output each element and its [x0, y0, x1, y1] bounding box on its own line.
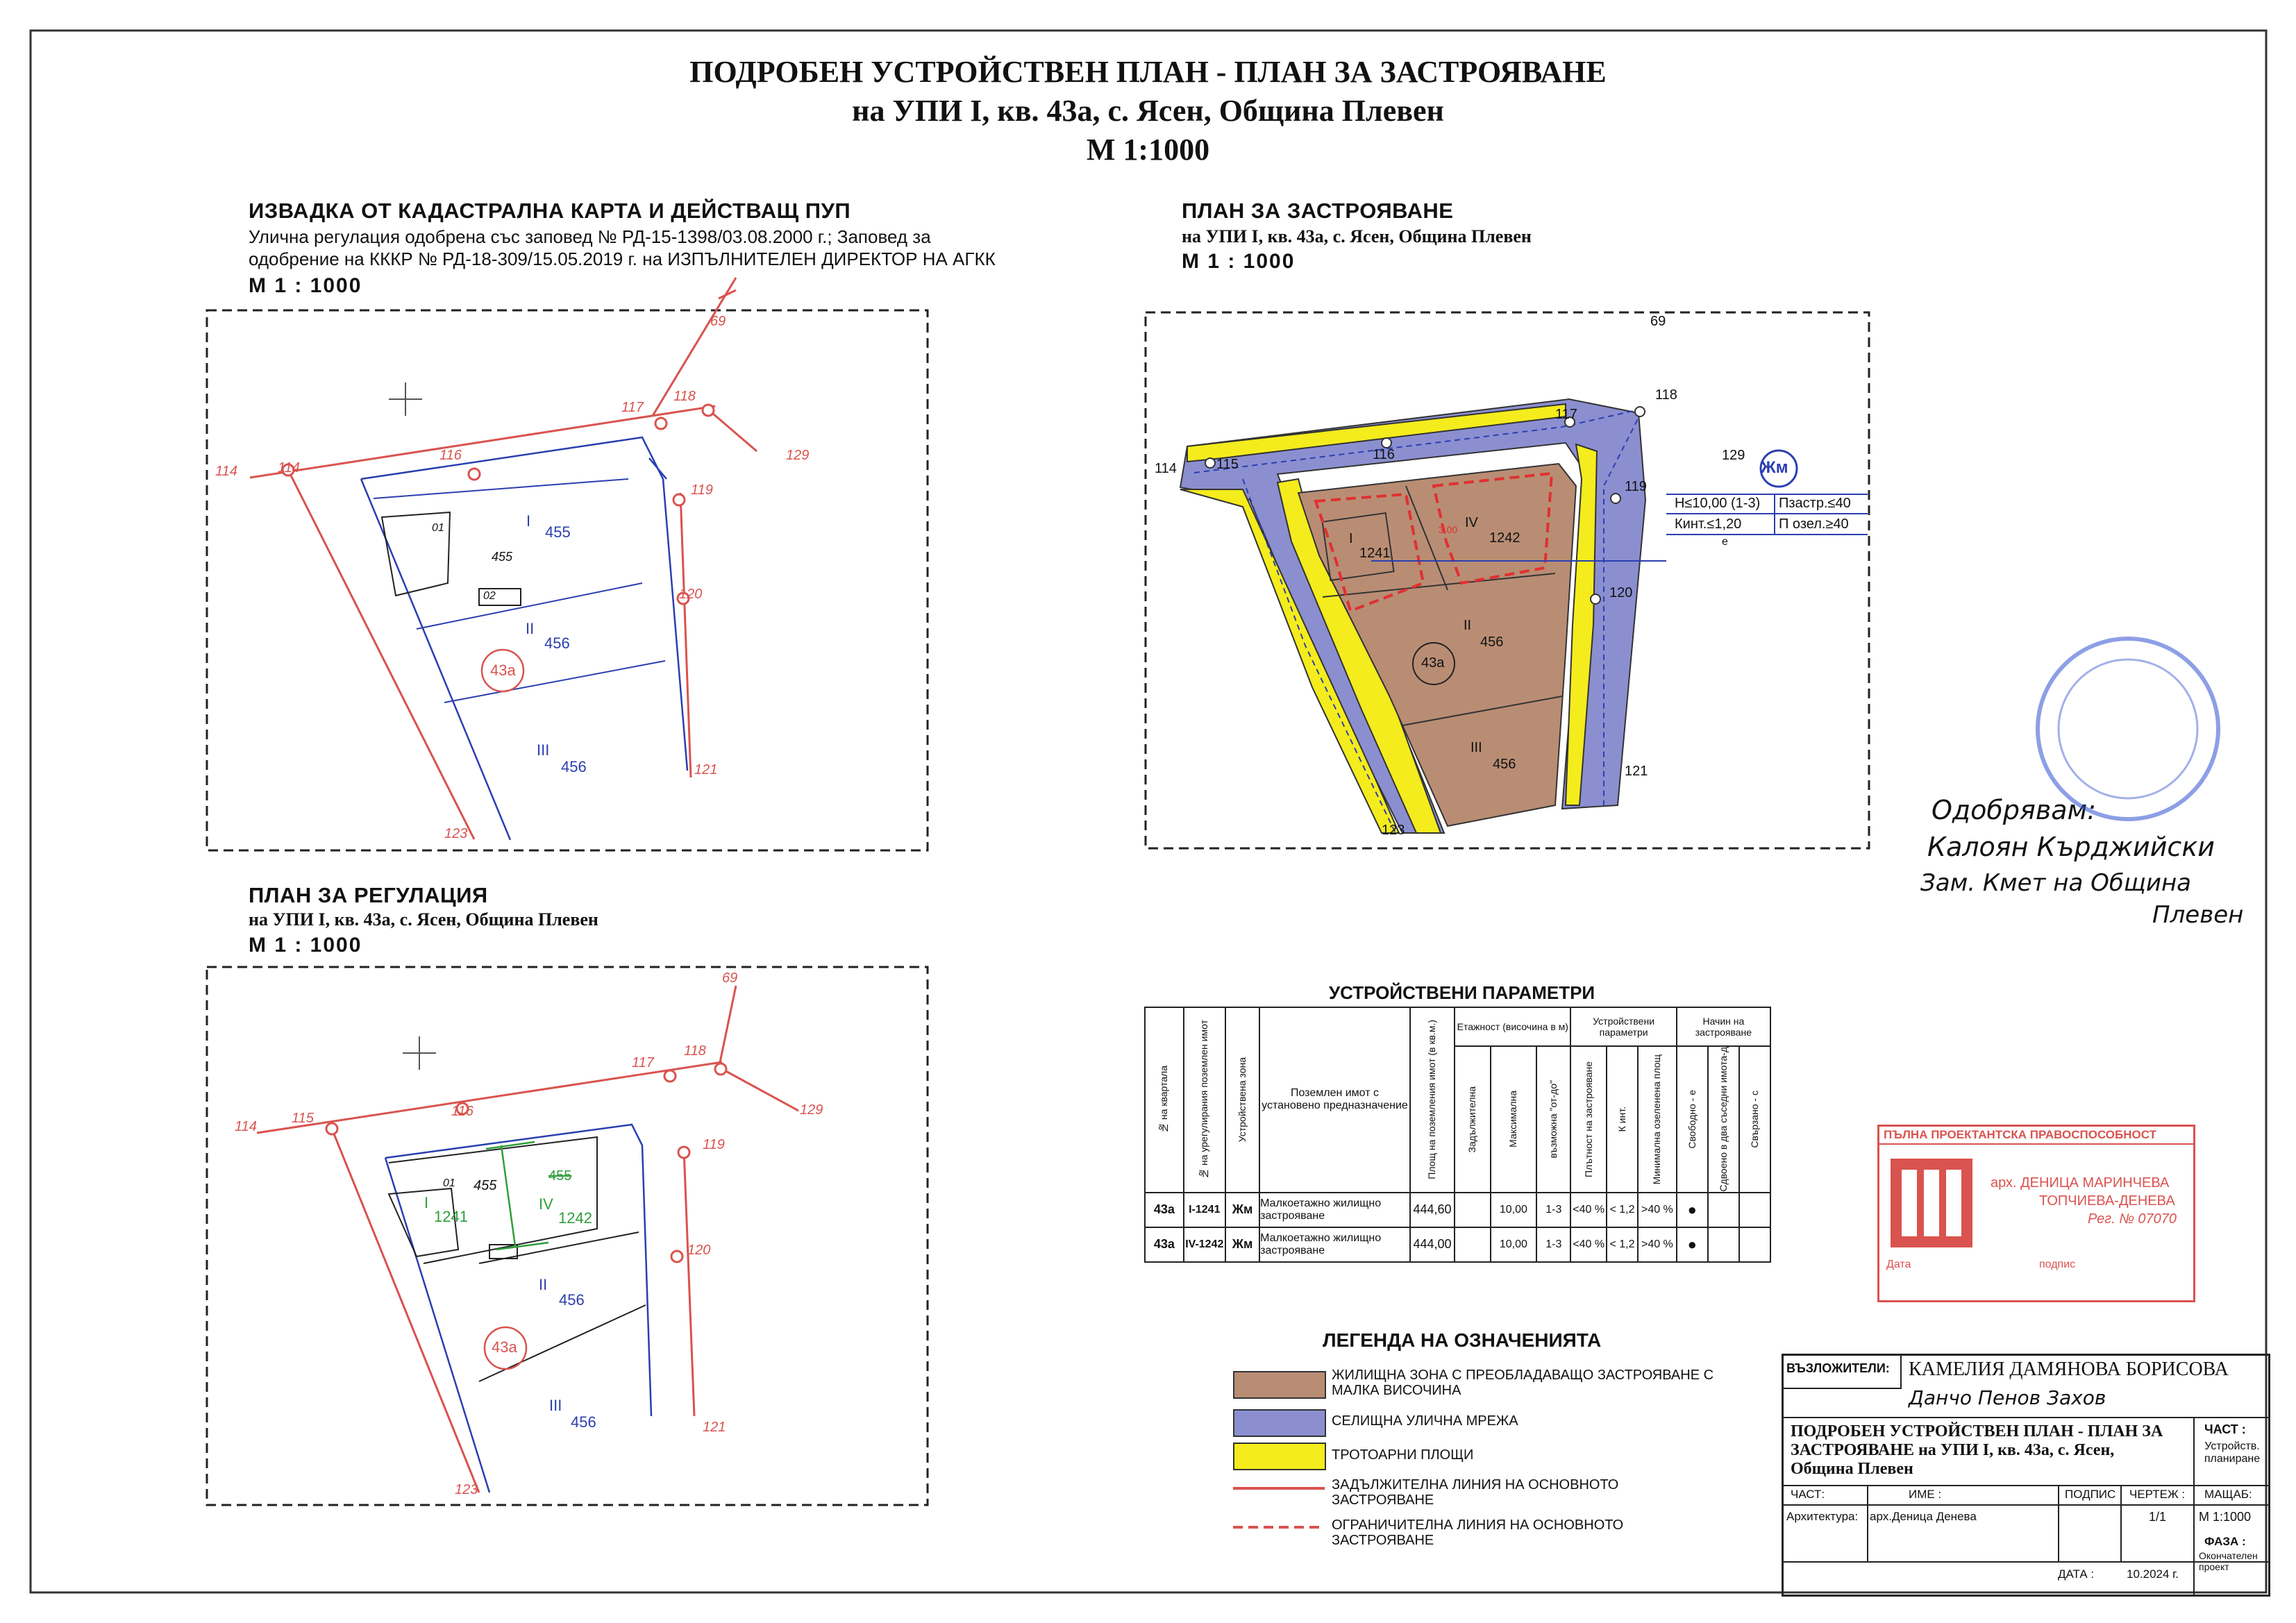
table-row: 43а IV-1242 Жм Малкоетажно жилищно застрояване 444,00 10,00 1-3 <40 % < 1,2 >40 % ● — [1145, 1227, 1770, 1262]
legend-text-sidewalk: ТРОТОАРНИ ПЛОЩИ — [1332, 1447, 1474, 1463]
reg-plot-lines — [389, 1137, 646, 1381]
tb-part-value: Устройств. планиране — [2204, 1440, 2261, 1465]
tb-row-name: арх.Деница Денева — [1870, 1510, 1977, 1523]
tb-date-value: 10.2024 г. — [2127, 1567, 2179, 1581]
stamp-name2: ТОПЧИЕВА-ДЕНЕВА — [2039, 1193, 2175, 1209]
r-plot-II: II — [539, 1276, 548, 1293]
b-block: 43а — [1421, 655, 1445, 671]
regulation-sub: на УПИ I, кв. 43а, с. Ясен, Община Плевен — [249, 909, 598, 930]
b-plot-IV: IV — [1465, 515, 1478, 530]
pt-116: 116 — [439, 448, 462, 463]
r-plot-III: III — [549, 1397, 562, 1414]
b-plot-I: I — [1349, 531, 1353, 546]
stamp-logo — [1888, 1156, 1978, 1253]
th-floors: Етажност (височина в м) — [1455, 1007, 1570, 1046]
th-possible: възможна "от-до" — [1548, 1080, 1559, 1159]
legend-text-limiting: ОГРАНИЧИТЕЛНА ЛИНИЯ НА ОСНОВНОТО ЗАСТРОЯВАНЕ — [1332, 1517, 1624, 1548]
main-title-line2: на УПИ I, кв. 43а, с. Ясен, Община Плевен — [852, 94, 1444, 128]
tb-row-scale: М 1:1000 — [2199, 1510, 2252, 1524]
r-pt-118: 118 — [684, 1043, 706, 1059]
th-max: Максимална — [1507, 1091, 1519, 1148]
plot-456b-label: 456 — [561, 758, 587, 775]
params-heading: УСТРОЙСТВЕНИ ПАРАМЕТРИ — [1329, 982, 1595, 1003]
plot-II-label: II — [526, 620, 535, 637]
approval-line2: Калоян Кърджийски — [1927, 832, 2215, 862]
plot-455-label: 455 — [545, 523, 571, 541]
legend-line-samples — [1233, 1479, 1330, 1541]
plot-456-label: 456 — [544, 634, 570, 652]
th-kint: К инт. — [1616, 1107, 1627, 1132]
cadastre-heading: ИЗВАДКА ОТ КАДАСТРАЛНА КАРТА И ДЕЙСТВАЩ ПУП — [249, 199, 851, 223]
b-pt-123: 123 — [1382, 823, 1405, 838]
tb-phase-value: Окончателен проект — [2199, 1550, 2258, 1572]
b-plot-III: III — [1470, 740, 1482, 755]
cadastre-sub2: одобрение на КККР № РД-18-309/15.05.2019 г. на ИЗПЪЛНИТЕЛЕН ДИРЕКТОР НА АГКК — [249, 249, 996, 269]
th-area: Площ на поземления имот (в кв.м.) — [1426, 1020, 1438, 1180]
p-ozel: П озел.≥40 — [1779, 516, 1849, 532]
pt-120: 120 — [679, 587, 703, 602]
pt-121: 121 — [694, 762, 718, 777]
r-bldg-01: 01 — [443, 1177, 455, 1189]
th-purpose: Поземлен имот с установено предназначение — [1259, 1007, 1410, 1193]
bldg-02-label: 02 — [483, 590, 496, 602]
b-456: 456 — [1480, 634, 1504, 650]
approval-line1: Одобрявам: — [1932, 795, 2096, 825]
table-row: 43а I-1241 Жм Малкоетажно жилищно застрояване 444,60 10,00 1-3 <40 % < 1,2 >40 % ● — [1145, 1193, 1770, 1227]
th-free: Свободно - е — [1686, 1090, 1698, 1149]
r-pt-114: 114 — [235, 1119, 257, 1134]
designer-stamp — [1877, 1125, 2195, 1302]
tb-part-label: ЧАСТ : — [2204, 1422, 2246, 1436]
legend-swatch-zone — [1233, 1371, 1326, 1399]
dim-30: 3,00 — [1439, 524, 1458, 535]
r-456: 456 — [559, 1291, 585, 1309]
b-1241: 1241 — [1359, 546, 1391, 561]
plot-III-label: III — [537, 741, 550, 759]
title-block — [1782, 1354, 2270, 1597]
e-mark: е — [1722, 536, 1728, 548]
th-density: Плътност на застрояване — [1582, 1061, 1594, 1177]
cross-marker-c — [403, 1036, 436, 1070]
pt-119: 119 — [691, 482, 713, 498]
r-plot-IV: IV — [539, 1195, 553, 1213]
reg-street-lines — [385, 1125, 651, 1492]
r-block: 43а — [492, 1338, 517, 1356]
zone-marker-label: Жм — [1761, 458, 1788, 477]
tb-project: ПОДРОБЕН УСТРОЙСТВЕН ПЛАН - ПЛАН ЗА ЗАСТРОЯВАНЕ на УПИ I, кв. 43а, с. Ясен, Община Плевен — [1791, 1422, 2163, 1478]
regulation-map-frame — [207, 967, 928, 1505]
h-limit: H≤10,00 (1-3) — [1675, 496, 1761, 511]
tb-date-label: ДАТА : — [2058, 1567, 2095, 1581]
reg-red-lines — [257, 986, 798, 1492]
regulation-scale: М 1 : 1000 — [249, 934, 362, 957]
th-mandatory: Задължителна — [1466, 1086, 1478, 1153]
legend-swatch-street — [1233, 1409, 1326, 1437]
tb-col-draw: ЧЕРТЕЖ : — [2129, 1488, 2186, 1501]
b-pt-118: 118 — [1655, 387, 1677, 403]
r-1242: 1242 — [558, 1209, 592, 1227]
b-pt-120: 120 — [1609, 585, 1633, 600]
tb-col-name: ИМЕ : — [1909, 1488, 1942, 1501]
r-pt-119: 119 — [703, 1137, 725, 1152]
block-label: 43а — [490, 662, 516, 679]
cad-455-label: 455 — [492, 550, 513, 564]
pt-123: 123 — [444, 826, 468, 841]
pt-118: 118 — [673, 389, 696, 404]
pt-129: 129 — [786, 448, 810, 463]
legend-text-mandatory: ЗАДЪЛЖИТЕЛНА ЛИНИЯ НА ОСНОВНОТО ЗАСТРОЯВАНЕ — [1332, 1477, 1619, 1508]
r-456b: 456 — [571, 1413, 596, 1431]
stamp-name1: арх. ДЕНИЦА МАРИНЧЕВА — [1991, 1175, 2170, 1191]
cadastre-scale: М 1 : 1000 — [249, 274, 362, 297]
th-paired: Сдвоено в два съседни имота-д — [1717, 1047, 1729, 1192]
main-title-line1: ПОДРОБЕН УСТРОЙСТВЕН ПЛАН - ПЛАН ЗА ЗАСТРОЯВАНЕ — [689, 55, 1607, 89]
th-linked: Свързано - с — [1748, 1091, 1760, 1148]
r-455: 455 — [474, 1178, 497, 1193]
p-zastr: Пзастр.≤40 — [1779, 496, 1851, 511]
th-green: Минимална озеленена площ — [1651, 1054, 1663, 1184]
building-heading: ПЛАН ЗА ЗАСТРОЯВАНЕ — [1182, 199, 1454, 223]
th-method: Начин на застрояване — [1677, 1007, 1770, 1046]
tb-row-part: Архитектура: — [1786, 1510, 1859, 1523]
legend-swatch-sidewalk — [1233, 1443, 1326, 1470]
th-kvartal: № на квартала — [1158, 1066, 1170, 1134]
b-pt-117: 117 — [1555, 407, 1577, 422]
stamp-reg: Рег. № 07070 — [2088, 1211, 2177, 1227]
r-pt-116: 116 — [451, 1104, 474, 1119]
main-title-scale: М 1:1000 — [1086, 133, 1210, 167]
pt-117: 117 — [621, 400, 644, 415]
r-pt-120: 120 — [687, 1243, 711, 1258]
approval-line4: Плевен — [2152, 901, 2244, 929]
tb-client-label: ВЪЗЛОЖИТЕЛИ: — [1784, 1356, 1902, 1389]
b-pt-115: 115 — [1216, 457, 1239, 472]
building-scale: М 1 : 1000 — [1182, 250, 1296, 273]
cadastre-sub1: Улична регулация одобрена със заповед № РД-15-1398/03.08.2000 г.; Заповед за — [249, 226, 931, 247]
legend-text-street: СЕЛИЩНА УЛИЧНА МРЕЖА — [1332, 1413, 1518, 1429]
b-pt-69: 69 — [1650, 314, 1666, 329]
b-pt-119: 119 — [1625, 479, 1647, 494]
r-pt-69: 69 — [722, 970, 738, 986]
r-pt-129: 129 — [800, 1102, 823, 1118]
r-1241: 1241 — [434, 1208, 468, 1225]
tb-client1: КАМЕЛИЯ ДАМЯНОВА БОРИСОВА — [1909, 1359, 2229, 1380]
r-pt-123: 123 — [455, 1482, 478, 1497]
params-table — [1144, 1007, 1771, 1263]
b-456b: 456 — [1493, 757, 1516, 772]
tb-client2: Данчо Пенов Захов — [1909, 1386, 2106, 1409]
b-pt-121: 121 — [1625, 764, 1648, 779]
stamp-header: ПЪЛНА ПРОЕКТАНТСКА ПРАВОСПОСОБНОСТ — [1879, 1127, 2193, 1145]
th-zone: Устройствена зона — [1236, 1057, 1248, 1143]
bldg-01-label: 01 — [432, 522, 444, 534]
r-pt-121: 121 — [703, 1420, 726, 1435]
legend-heading: ЛЕГЕНДА НА ОЗНАЧЕНИЯТА — [1323, 1329, 1602, 1351]
tb-col-scale: МАЩАБ: — [2204, 1488, 2252, 1501]
building-sub: на УПИ I, кв. 43а, с. Ясен, Община Плевен — [1182, 226, 1532, 246]
r-plot-I: I — [424, 1194, 429, 1211]
r-pt-117: 117 — [632, 1055, 654, 1070]
round-seal — [2013, 625, 2243, 833]
tb-col-sign: ПОДПИС — [2065, 1488, 2116, 1501]
stamp-sign-label: подпис — [2039, 1259, 2076, 1270]
tb-phase-label: ФАЗА : — [2204, 1535, 2246, 1548]
legend-text-zone: ЖИЛИЩНА ЗОНА С ПРЕОБЛАДАВАЩО ЗАСТРОЯВАНЕ С МАЛКА ВИСОЧИНА — [1332, 1368, 1714, 1398]
r-455-crossed: 455 — [548, 1168, 572, 1184]
tb-col-part: ЧАСТ: — [1791, 1488, 1825, 1501]
th-params: Устройствени параметри — [1570, 1007, 1676, 1046]
b-1242: 1242 — [1489, 530, 1520, 546]
plot-I-label: I — [526, 512, 531, 530]
b-pt-129: 129 — [1722, 448, 1745, 463]
k-int: Кинт.≤1,20 — [1675, 516, 1742, 532]
pt-114-label: 114 — [215, 464, 237, 479]
tb-row-draw: 1/1 — [2149, 1510, 2167, 1524]
th-upi: № на урегулирания поземлен имот — [1198, 1020, 1210, 1180]
pt-114: 114 — [278, 460, 300, 476]
b-plot-II: II — [1464, 618, 1472, 633]
b-pt-116: 116 — [1373, 447, 1395, 462]
approval-line3: Зам. Кмет на Община — [1920, 869, 2192, 897]
stamp-date-label: Дата — [1886, 1259, 1911, 1270]
pt-69: 69 — [710, 314, 726, 329]
regulation-heading: ПЛАН ЗА РЕГУЛАЦИЯ — [249, 883, 488, 907]
b-pt-114: 114 — [1155, 461, 1177, 476]
r-pt-115: 115 — [292, 1111, 314, 1126]
